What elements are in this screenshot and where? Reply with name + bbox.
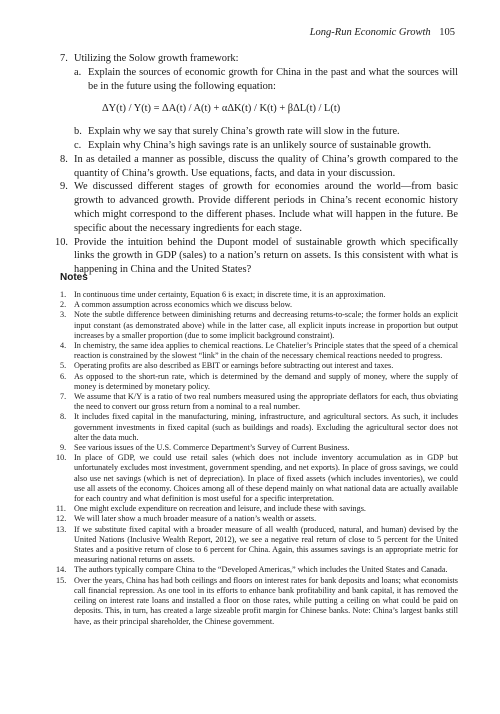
note-text: Note the subtle difference between diminishing returns and decreasing returns-to-scale; the former holds an explicit input constant (as demonstrated above) while in the latter case, all explicit inputs increase in proportion but output increases by a smaller proportion (due to some implicit background constraint). [74,310,458,340]
question-text: Provide the intuition behind the Dupont model of sustainable growth which specifically links the growth in GDP (sales) to a nation’s return on assets. Is this consistent with what is happening in China and the United States? [74,236,458,276]
running-title: Long-Run Economic Growth [309,27,431,38]
note-item [56,514,458,524]
note-item [60,300,458,310]
question-text: We discussed different stages of growth for economies around the world—from basic growth to advanced growth. Provide different periods in China’s recent economic history which might correspond to the different phases. Include what will happen in the future. Be specific about the necessary ingredients for each stage. [74,181,458,234]
note-number: 7. [60,392,67,402]
note-item [56,565,458,575]
note-number: 8. [60,412,67,422]
question-list [55,52,458,277]
question-8 [60,153,458,181]
sub-letter: b. [74,126,82,138]
note-number: 12. [56,514,67,524]
note-text: If we substitute fixed capital with a broader measure of all wealth (produced, natural, and human) devised by the United Nations (Inclusive Wealth Report, 2012), we see a negative real return of close to 5 percent for the United States and a positive return of close to 6 percent for China. Again, this assumes savings is an appropriate metric for measuring national returns on assets. [74,524,458,565]
note-text: Over the years, China has had both ceilings and floors on interest rates for bank deposits and loans; what economists call financial repression. As one tool in its efforts to enhance bank profitability and bank capital, it has removed the ceiling on interest rate loans and installed a floor on those rates, while putting a ceiling on what could be paid on deposits. This, in turn, has created a large sizeable profit margin for Chinese banks. Note: China’s largest banks still have, as their principal shareholder, the Chinese government. [74,575,458,626]
note-text: It includes fixed capital in the manufacturing, mining, infrastructure, and agricultural sectors. As such, it includes government investments in fixed capital (such as buildings and roads). Excluding the agricultural sector does not alter the data much. [74,412,458,442]
note-number: 3. [60,310,67,320]
note-number: 15. [56,575,67,585]
note-number: 10. [56,453,67,463]
note-number: 9. [60,443,67,453]
sub-text: Explain the sources of economic growth for China in the past and what the sources will be in the future using the following equation: [88,66,458,92]
note-item [56,453,458,504]
note-number: 11. [56,504,66,514]
question-number: 9. [60,181,68,193]
question-7 [60,52,458,153]
note-item [56,524,458,566]
question-text: Utilizing the Solow growth framework: [74,53,239,64]
note-text: In continuous time under certainty, Equation 6 is exact; in discrete time, it is an approximation. [74,290,386,299]
note-item [60,412,458,443]
note-number: 14. [56,565,67,575]
question-7b [74,125,458,139]
question-number: 8. [60,153,68,165]
note-item [60,290,458,300]
sub-letter: c. [74,139,82,151]
question-text: In as detailed a manner as possible, discuss the quality of China’s growth compared to the quantity of China’s growth. Use equations, facts, and data in your discussion. [74,153,458,179]
question-number: 10. [55,236,68,248]
sub-letter: a. [74,66,82,78]
note-number: 1. [60,290,67,299]
note-number: 13. [56,524,67,534]
note-number: 4. [60,341,67,351]
note-item [60,372,458,392]
question-9 [60,180,458,235]
note-text: A common assumption across economics which we discuss below. [74,300,292,310]
note-text: Operating profits are also described as EBIT or earnings before subtracting out interest and taxes. [74,361,394,371]
note-text: We assume that K/Y is a ratio of two real numbers measured using the appropriate deflators for each, thus obviating the need to convert our gross return from a nominal to a real number. [74,392,458,412]
question-10 [55,236,458,277]
note-text: In chemistry, the same idea applies to chemical reactions. Le Chatelier’s Principle states that the speed of a chemical reaction is constrained by the slowest “link” in the chain of the necessary chemical reactions needed to progress. [74,341,458,361]
notes-heading: Notes [60,272,88,283]
sub-text: Explain why we say that surely China’s growth rate will slow in the future. [88,126,400,138]
notes-list [56,290,458,627]
question-7c [74,139,458,153]
note-item [60,443,458,453]
note-item [60,310,458,341]
question-number: 7. [60,53,68,64]
note-text: As opposed to the short-run rate, which is determined by the demand and supply of money, where the supply of money is determined by monetary policy. [74,371,458,391]
note-item [60,341,458,361]
note-text: See various issues of the U.S. Commerce Department’s Survey of Current Business. [74,443,350,453]
note-text: In place of GDP, we could use retail sales (which does not include inventory accumulation as in GDP but unfortunately excludes most investment, government spending, and net exports). In place of gross savings, we could also use net savings (which is net of depreciation). In place of fixed assets (which includes inventories), we could use all assets of the economy. Choices among all of these depend mainly on what national data are actually available for each country and what definition is most useful for a specific interpretation. [74,453,458,504]
note-text: One might exclude expenditure on recreation and leisure, and include these with savings. [74,504,366,514]
growth-equation: ΔY(t) / Y(t) = ΔA(t) / A(t) + αΔK(t) / K(t) + βΔL(t) / L(t) [102,103,341,115]
note-number: 6. [60,371,67,381]
running-header [310,27,455,38]
sub-text: Explain why China’s high savings rate is an unlikely source of sustainable growth. [88,139,432,151]
question-7a [74,66,458,94]
note-number: 2. [60,300,67,310]
note-item [60,392,458,412]
note-number: 5. [60,361,67,371]
note-text: The authors typically compare China to the “Developed Americas,” which includes the United States and Canada. [74,565,448,575]
note-item [56,575,458,627]
note-item [56,504,458,514]
note-item [60,361,458,371]
note-text: We will later show a much broader measure of a nation’s wealth or assets. [74,514,317,524]
page-number: 105 [439,27,455,38]
